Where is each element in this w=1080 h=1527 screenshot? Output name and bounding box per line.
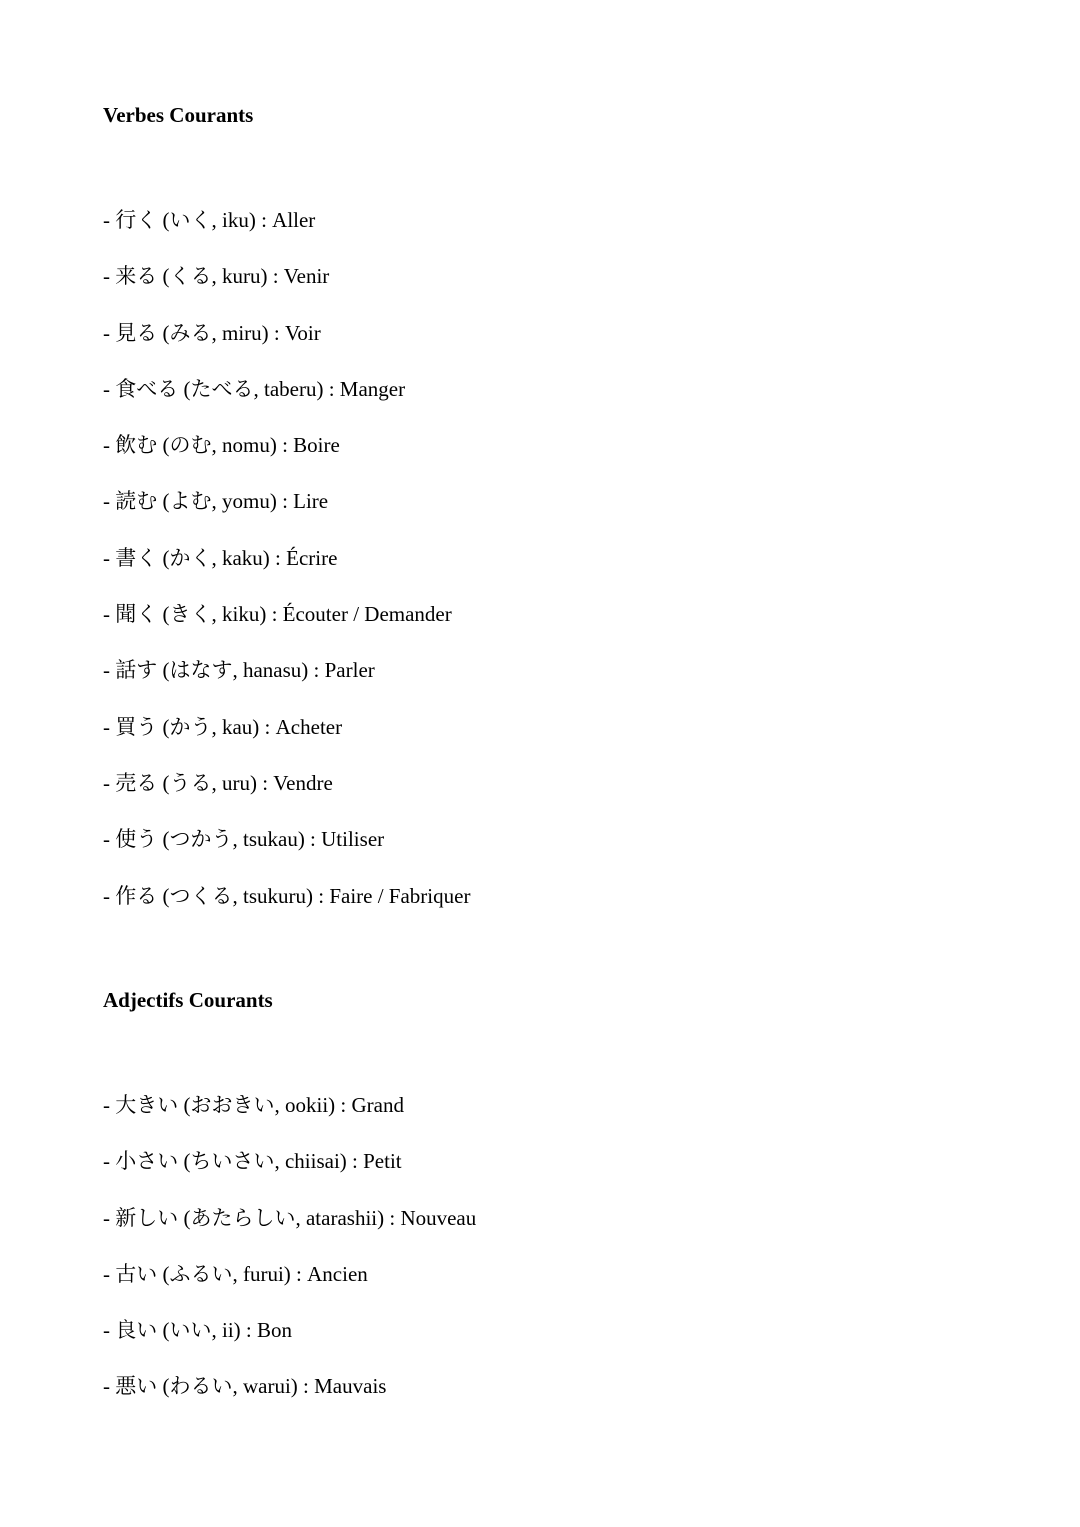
vocab-item: - 書く (かく, kaku) : Écrire xyxy=(103,545,338,570)
vocab-item: - 話す (はなす, hanasu) : Parler xyxy=(103,658,375,683)
vocab-item: - 小さい (ちいさい, chiisai) : Petit xyxy=(103,1149,402,1174)
vocab-list-adjectives xyxy=(103,1092,476,1430)
vocab-item: - 見る (みる, miru) : Voir xyxy=(103,320,321,345)
vocab-item: - 作る (つくる, tsukuru) : Faire / Fabriquer xyxy=(103,883,471,908)
vocab-item: - 売る (うる, uru) : Vendre xyxy=(103,770,333,795)
vocab-item: - 行く (いく, iku) : Aller xyxy=(103,208,316,232)
vocab-item: - 来る (くる, kuru) : Venir xyxy=(103,264,330,289)
vocab-item: - 聞く (きく, kiku) : Écouter / Demander xyxy=(103,602,452,627)
vocab-item: - 新しい (あたらしい, atarashii) : Nouveau xyxy=(103,1205,477,1230)
vocab-item: - 大きい (おおきい, ookii) : Grand xyxy=(103,1093,404,1117)
section-heading-adjectives: Adjectifs Courants xyxy=(103,988,273,1012)
vocab-item: - 食べる (たべる, taberu) : Manger xyxy=(103,376,406,401)
vocab-item: - 飲む (のむ, nomu) : Boire xyxy=(103,433,340,458)
vocab-item: - 古い (ふるい, furui) : Ancien xyxy=(103,1261,368,1286)
vocab-item: - 読む (よむ, yomu) : Lire xyxy=(103,489,329,514)
vocab-item: - 悪い (わるい, warui) : Mauvais xyxy=(103,1374,387,1399)
vocab-item: - 買う (かう, kau) : Acheter xyxy=(103,714,343,739)
vocab-list-verbs xyxy=(103,207,470,939)
vocab-item: - 使う (つかう, tsukau) : Utiliser xyxy=(103,827,385,852)
vocab-item: - 良い (いい, ii) : Bon xyxy=(103,1318,292,1343)
section-heading-verbs: Verbes Courants xyxy=(103,103,254,127)
